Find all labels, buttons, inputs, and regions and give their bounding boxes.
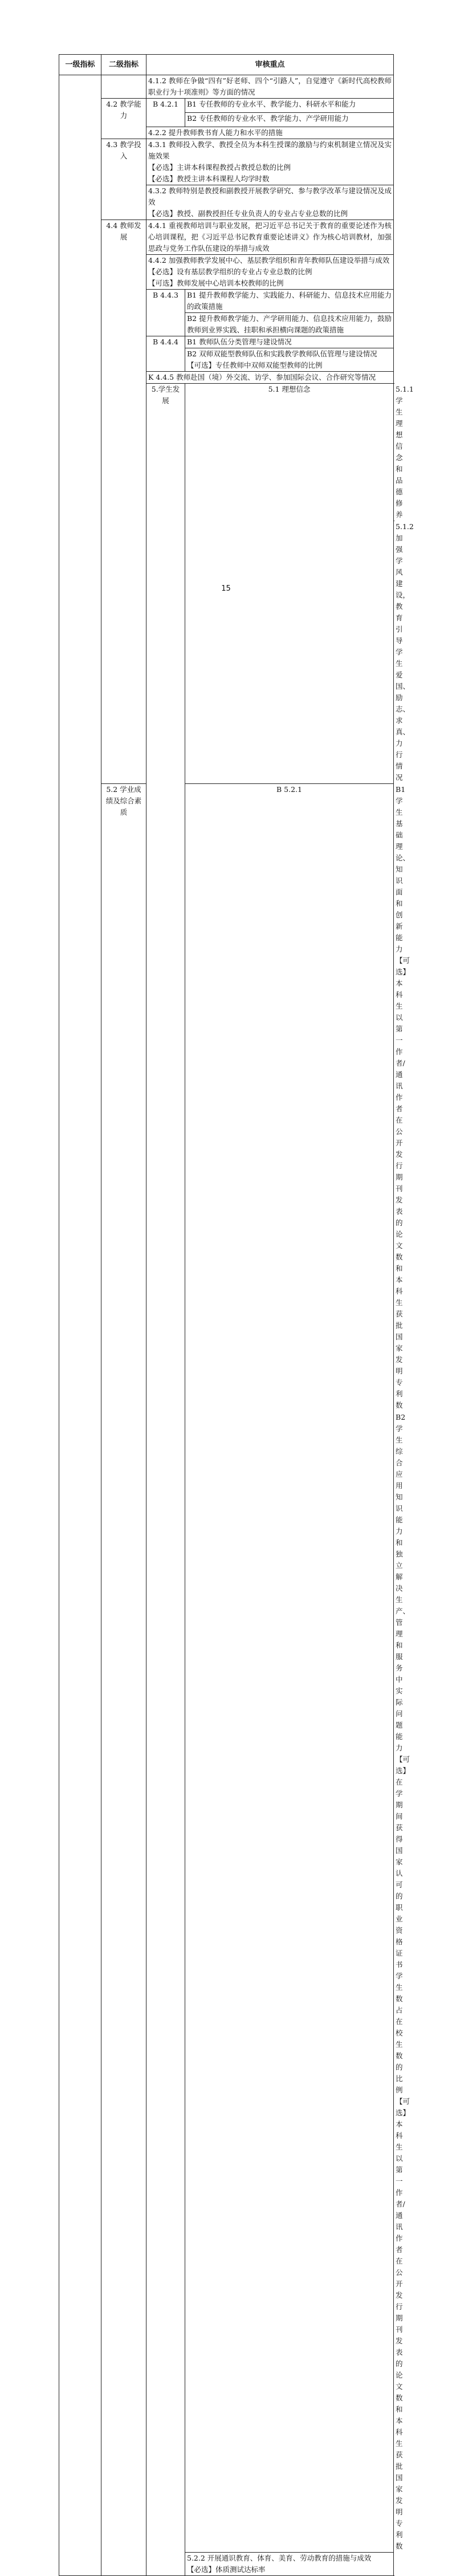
table-row: 5.1.2 加强学风建设，教育引导学生爱国、励志、求真、力行情况 (396, 522, 414, 782)
level2-4-4: 4.4 教师发展 (101, 220, 146, 784)
header-level1: 一级指标 (59, 55, 101, 75)
page-number: 15 (221, 584, 231, 593)
level1-cell-4 (59, 75, 101, 2576)
table-row: 5.学生发展 5.1 理想信念 5.1.1 学生理想信念和品德修养 (59, 384, 394, 521)
table-row: 5.2 学业成绩及综合素质 B 5.2.1 B1 学生基础理论、知识面和创新能力 【可选】本科生以第一作者/通讯作者在公开发行期刊发表的论文数和本科生获批国家发明专利数 (59, 784, 394, 1412)
b-4-4-3-b1: B1 提升教师教学能力、实践能力、科研能力、信息技术应用能力的政策措施 (185, 290, 394, 313)
table-row (59, 99, 394, 113)
item-5-2-2 (185, 2553, 394, 2576)
table-row (59, 220, 394, 255)
level2-5-2: 5.2 学业成绩及综合素质 (101, 784, 146, 2576)
b-4-2-1-b1: B1 专任教师的专业水平、教学能力、科研水平和能力 (185, 99, 394, 113)
item-4-3-1 (146, 139, 394, 185)
required-metric: 【必选】主讲本科课程教授占教授总数的比例 (148, 163, 291, 172)
item-4-4-2 (146, 255, 394, 290)
evaluation-table (59, 54, 414, 2576)
item-4-2-2: 4.2.2 提升教师教书育人能力和水平的措施 (146, 127, 394, 139)
b-4-4-4-b1: B1 教师队伍分类管理与建设情况 (185, 336, 394, 348)
b-5-2-1-label: B 5.2.1 (185, 784, 394, 2553)
level2-cell-41 (101, 75, 146, 99)
item-4-4-2-text: 4.4.2 加强教师教学发展中心、基层教学组织和青年教师队伍建设举措与成效 (148, 256, 390, 265)
b-4-2-1-label: B 4.2.1 (146, 99, 185, 127)
b-4-4-3-label: B 4.4.3 (146, 290, 185, 336)
item-4-3-2 (146, 185, 394, 220)
table-header-row (59, 55, 394, 75)
b-4-4-4-b2-text: B2 双师双能型教师队伍和实践教学教师队伍管理与建设情况 (187, 350, 377, 358)
item-4-4-1: 4.4.1 重视教师培训与职业发展，把习近平总书记关于教育的重要论述作为核心培训课程，把《习近平总书记教育重要论述讲义》作为核心培训教材，加强思政与党务工作队伍建设的举措与成效 (146, 220, 394, 255)
b-4-4-3-b2: B2 提升教师教学能力、产学研用能力、信息技术应用能力，鼓励教师到业界实践、挂职和承担横向课题的政策措施 (185, 313, 394, 336)
required-metric: 【必选】教授、副教授担任专业负责人的专业占专业总数的比例 (148, 209, 348, 218)
level1-5: 5.学生发展 (146, 384, 185, 2576)
required-metric: 【必选】体质测试达标率 (187, 2565, 266, 2574)
header-level2: 二级指标 (101, 55, 146, 75)
level2-4-3: 4.3 教学投入 (101, 139, 146, 220)
b-4-4-4-label: B 4.4.4 (146, 336, 185, 372)
item-4-1-2: 4.1.2 教师在争做“四有”好老师、四个“引路人”，自觉遵守《新时代高校教师职业行为十项准则》等方面的情况 (146, 75, 394, 99)
table-row (59, 75, 394, 99)
b-4-2-1-b2: B2 专任教师的专业水平、教学能力、产学研用能力 (185, 113, 394, 127)
optional-metric: 【可选】教师发展中心培训本校教师的比例 (148, 279, 284, 287)
required-metric: 【必选】设有基层教学组织的专业占专业总数的比例 (148, 267, 312, 276)
item-4-3-1-text: 4.3.1 教师投入教学、教授全员为本科生授课的激励与约束机制建立情况及实施效果 (148, 140, 392, 160)
header-review-focus: 审核重点 (146, 55, 394, 75)
level2-4-2: 4.2 教学能力 (101, 99, 146, 139)
optional-metric: 【可选】专任教师中双师双能型教师的比例 (187, 361, 323, 369)
k-4-4-5: K 4.4.5 教师赴国（境）外交流、访学、参加国际会议、合作研究等情况 (146, 372, 394, 384)
required-metric: 【必选】教授主讲本科课程人均学时数 (148, 174, 270, 183)
table-row: B2 学生综合应用知识能力和独立解决生产、管理和服务中实际问题能力 【可选】在学期间获得国家认可的职业资格证书学生数占在校生数的比例 【可选】本科生以第一作者/通讯作者在公开发行期刊发表的论文数和本科生获批国家发明专利数 (396, 1413, 410, 2550)
item-5-2-2-text: 5.2.2 开展通识教育、体育、美育、劳动教育的措施与成效 (187, 2554, 372, 2562)
table-row (59, 139, 394, 185)
b-4-4-4-b2 (185, 348, 394, 372)
level2-5-1: 5.1 理想信念 (185, 384, 394, 784)
item-4-3-2-text: 4.3.2 教师特别是教授和副教授开展教学研究、参与教学改革与建设情况及成效 (148, 186, 392, 206)
